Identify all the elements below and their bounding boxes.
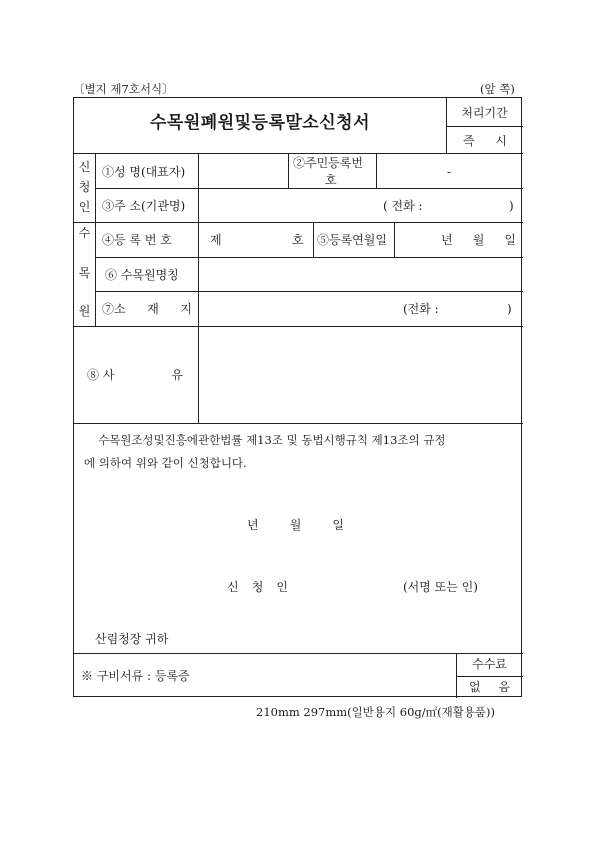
- resident-id-label: ②주민등록번: [293, 156, 363, 170]
- reason-label: ⑧ 사 유: [87, 368, 183, 382]
- application-date: 년 월 일: [247, 518, 344, 532]
- resident-id-label-cont: 호: [325, 173, 337, 187]
- col-divider: [313, 222, 314, 257]
- location-phone-open: (전화 :: [403, 302, 439, 316]
- row-divider: [74, 222, 523, 223]
- applicant-phone-open: ( 전화 :: [383, 199, 423, 213]
- registration-number-label: ④등 록 번 호: [102, 233, 172, 247]
- location-label: ⑦소 재 지: [102, 302, 192, 316]
- fee-value: 없 음: [469, 680, 510, 694]
- applicant-group-label: 신 청 인: [78, 160, 91, 214]
- col-divider: [394, 222, 395, 257]
- form-number-label: 〔별지 제7호서식〕: [73, 82, 174, 96]
- registration-date-label: ⑤등록연월일: [317, 233, 387, 247]
- recipient: 산림청장 귀하: [95, 632, 169, 646]
- col-divider: [95, 153, 96, 326]
- required-documents: ※ 구비서류 : 등록증: [81, 669, 190, 683]
- page-side-label: (앞 쪽): [480, 82, 515, 96]
- registration-date-value: 년 월 일: [441, 233, 516, 247]
- row-divider: [95, 291, 523, 292]
- processing-period-label: 처리기간: [461, 106, 508, 120]
- declaration-line-1: 수목원조성및진흥에관한법률 제13조 및 동법시행규칙 제13조의 규정: [98, 433, 446, 447]
- arboretum-group-label: 수 목 원: [78, 226, 91, 318]
- applicant-phone-close: ): [509, 199, 514, 213]
- resident-id-field[interactable]: -: [447, 165, 452, 179]
- form-title: 수목원폐원및등록말소신청서: [150, 113, 370, 133]
- fee-divider: [456, 676, 523, 677]
- row-divider: [95, 257, 523, 258]
- address-label: ③주 소(기관명): [102, 199, 186, 213]
- row-divider: [74, 153, 523, 154]
- registration-number-prefix: 제: [210, 233, 222, 247]
- col-divider: [198, 153, 199, 423]
- arboretum-name-label: ⑥ 수목원명칭: [105, 268, 179, 282]
- row-divider: [74, 326, 523, 327]
- location-phone-close: ): [507, 302, 512, 316]
- col-divider: [288, 153, 289, 188]
- processing-period-value: 즉 시: [463, 134, 507, 148]
- row-divider: [74, 423, 523, 424]
- fee-label: 수수료: [472, 657, 507, 671]
- declaration-line-2: 에 의하여 위와 같이 신청합니다.: [84, 456, 247, 470]
- applicant-signature-label: 신 청 인: [227, 580, 288, 594]
- application-form: [73, 97, 522, 697]
- processing-divider: [446, 126, 523, 127]
- paper-spec: 210mm 297mm(일반용지 60g/㎡(재활용품)): [256, 705, 496, 719]
- registration-number-suffix: 호: [292, 233, 304, 247]
- signature-note: (서명 또는 인): [403, 580, 478, 594]
- name-label: ①성 명(대표자): [102, 165, 186, 179]
- row-divider: [95, 188, 523, 189]
- col-divider: [376, 153, 377, 188]
